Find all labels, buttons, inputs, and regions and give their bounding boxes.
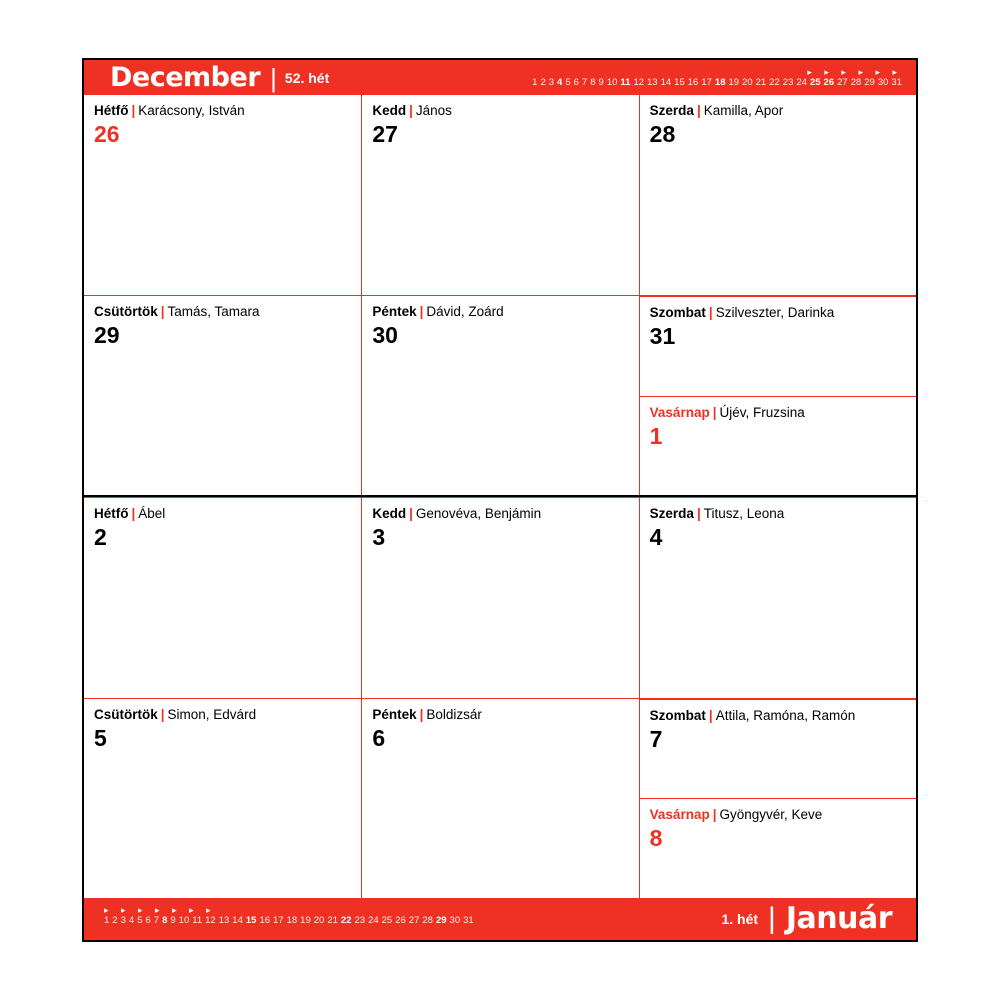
day-number: 4 <box>649 524 663 550</box>
december-week-label: 52. hét <box>284 69 330 86</box>
day-divider: | <box>419 304 424 319</box>
day-number: 28 <box>649 121 676 147</box>
day-name: Kedd <box>372 506 407 521</box>
december-daystrip-numbers <box>532 78 902 88</box>
daystrip-day: 10 <box>178 914 190 926</box>
december-month-title: December <box>110 62 261 93</box>
arrows-icon-top: ▸ ▸ ▸ ▸ ▸ ▸ <box>807 66 902 77</box>
day-name: Péntek <box>372 304 417 319</box>
day-header <box>94 506 351 521</box>
day-name: Szerda <box>649 103 694 118</box>
name-day-names: Titusz, Leona <box>703 506 785 521</box>
day-header <box>650 807 906 822</box>
daystrip-day: 29 <box>435 914 447 926</box>
week-1-row-1 <box>84 497 916 698</box>
day-name: Hétfő <box>94 103 129 118</box>
day-cell-sunday-1[interactable] <box>640 396 916 496</box>
day-name: Péntek <box>372 706 417 722</box>
daystrip-day: 8 <box>162 914 168 926</box>
day-number: 7 <box>649 725 663 752</box>
day-cell-wednesday-28[interactable] <box>639 95 916 295</box>
january-daystrip-numbers <box>104 916 474 926</box>
daystrip-day: 16 <box>259 914 271 926</box>
day-cell-saturday-7[interactable] <box>640 699 916 799</box>
daystrip-day: 9 <box>598 76 604 88</box>
day-cell-sunday-8[interactable] <box>640 798 916 898</box>
day-header <box>372 304 628 319</box>
daystrip-day: 5 <box>137 914 143 926</box>
december-daystrip <box>532 60 902 95</box>
day-name: Csütörtök <box>94 304 158 319</box>
daystrip-day: 24 <box>368 914 379 926</box>
daystrip-day: 3 <box>548 76 555 88</box>
daystrip-day: 24 <box>796 76 807 88</box>
daystrip-day: 21 <box>327 914 338 926</box>
day-divider: | <box>409 506 413 521</box>
daystrip-day: 23 <box>354 914 366 926</box>
daystrip-day: 28 <box>422 914 433 926</box>
day-name: Vasárnap <box>649 807 710 823</box>
day-header <box>372 103 628 118</box>
day-name: Szombat <box>649 305 706 320</box>
day-divider: | <box>131 506 136 521</box>
daystrip-day: 1 <box>532 76 538 88</box>
day-header <box>650 405 906 420</box>
day-header <box>94 103 351 118</box>
day-divider: | <box>160 706 165 722</box>
day-cell-friday-6[interactable] <box>361 698 638 899</box>
daystrip-day: 11 <box>192 914 203 926</box>
day-name: Csütörtök <box>94 706 158 722</box>
day-number: 31 <box>649 323 676 349</box>
day-number: 6 <box>372 724 386 751</box>
day-number: 26 <box>94 121 120 147</box>
name-day-names: Újév, Fruzsina <box>719 404 805 420</box>
january-daystrip <box>104 898 474 933</box>
daystrip-day: 19 <box>300 914 311 926</box>
daystrip-day: 17 <box>701 76 712 88</box>
day-name: Szombat <box>649 707 706 723</box>
day-number: 2 <box>94 524 107 550</box>
day-header <box>94 707 351 722</box>
daystrip-day: 15 <box>674 76 685 88</box>
calendar-spread <box>82 58 918 942</box>
daystrip-day: 16 <box>687 76 699 88</box>
daystrip-day: 30 <box>449 914 461 926</box>
day-cell-monday-2[interactable] <box>84 497 361 698</box>
day-name: Hétfő <box>94 506 129 521</box>
header-divider-top: | <box>270 62 277 93</box>
daystrip-day: 23 <box>782 76 794 88</box>
daystrip-day: 6 <box>145 914 151 926</box>
day-cell-thursday-29[interactable] <box>84 295 361 495</box>
daystrip-day: 18 <box>286 914 298 926</box>
day-header <box>650 305 906 320</box>
week-52-row-2 <box>84 295 916 495</box>
daystrip-day: 6 <box>573 76 579 88</box>
day-divider: | <box>708 305 713 320</box>
week-1-grid <box>84 497 916 898</box>
day-divider: | <box>160 304 165 319</box>
daystrip-day: 1 <box>104 914 110 926</box>
daystrip-day: 25 <box>809 76 821 88</box>
daystrip-day: 31 <box>891 76 902 88</box>
day-header <box>372 707 628 722</box>
daystrip-day: 20 <box>313 914 325 926</box>
day-divider: | <box>708 707 713 723</box>
january-footer-bar <box>84 898 916 940</box>
week-52-row-1 <box>84 95 916 295</box>
day-header <box>650 506 906 521</box>
arrows-icon-bottom: ▸ ▸ ▸ ▸ ▸ ▸ ▸ <box>104 904 216 915</box>
day-number: 29 <box>94 322 120 348</box>
daystrip-day: 21 <box>755 76 767 88</box>
daystrip-day: 7 <box>153 914 160 926</box>
daystrip-day: 20 <box>742 76 753 88</box>
day-divider: | <box>409 103 413 118</box>
day-number: 3 <box>372 524 386 550</box>
daystrip-day: 25 <box>381 914 393 926</box>
january-month-title: Január <box>785 901 892 936</box>
daystrip-day: 8 <box>590 76 596 88</box>
name-day-names: Boldizsár <box>426 706 482 722</box>
daystrip-day: 19 <box>728 76 740 88</box>
daystrip-day: 12 <box>205 914 216 926</box>
footer-divider: | <box>768 902 776 935</box>
day-name: Vasárnap <box>649 404 710 420</box>
daystrip-day: 4 <box>128 914 135 926</box>
day-number: 27 <box>372 121 398 147</box>
day-divider: | <box>712 404 717 420</box>
december-header-bar <box>84 60 916 95</box>
daystrip-day: 26 <box>823 76 835 88</box>
name-day-names: Simon, Edvárd <box>167 706 257 722</box>
name-day-names: Dávid, Zoárd <box>426 304 504 319</box>
day-divider: | <box>696 103 701 118</box>
weekend-cell-bottom <box>639 698 916 899</box>
weekend-cell-top <box>639 295 916 495</box>
day-cell-friday-30[interactable] <box>361 295 638 495</box>
daystrip-day: 27 <box>837 76 848 88</box>
daystrip-day: 17 <box>273 914 284 926</box>
daystrip-day: 13 <box>647 76 658 88</box>
week-1-row-2 <box>84 698 916 899</box>
day-divider: | <box>419 706 424 722</box>
daystrip-day: 2 <box>112 914 118 926</box>
daystrip-day: 12 <box>633 76 645 88</box>
daystrip-day: 31 <box>463 914 474 926</box>
day-header <box>372 506 628 521</box>
daystrip-day: 30 <box>877 76 889 88</box>
daystrip-day: 3 <box>120 914 126 926</box>
name-day-names: Gyöngyvér, Keve <box>719 807 823 823</box>
daystrip-day: 5 <box>565 76 571 88</box>
daystrip-day: 27 <box>408 914 420 926</box>
day-number: 5 <box>94 724 107 751</box>
day-divider: | <box>131 103 136 118</box>
day-name: Szerda <box>649 506 694 521</box>
name-day-names: Ábel <box>138 506 166 521</box>
daystrip-day: 22 <box>340 914 352 926</box>
daystrip-day: 9 <box>170 914 176 926</box>
name-day-names: Szilveszter, Darinka <box>715 305 835 320</box>
name-day-names: Tamás, Tamara <box>167 304 260 319</box>
day-number: 1 <box>649 422 663 449</box>
daystrip-day: 10 <box>606 76 618 88</box>
daystrip-day: 7 <box>581 76 588 88</box>
daystrip-day: 28 <box>850 76 862 88</box>
day-number: 8 <box>649 825 663 852</box>
day-number: 30 <box>372 322 398 348</box>
name-day-names: Karácsony, István <box>138 103 245 118</box>
day-cell-tuesday-3[interactable] <box>361 497 638 698</box>
day-cell-thursday-5[interactable] <box>84 698 361 899</box>
day-header <box>650 103 906 118</box>
day-cell-monday-26[interactable] <box>84 95 361 295</box>
week-52-grid <box>84 95 916 497</box>
name-day-names: Kamilla, Apor <box>703 103 784 118</box>
day-header <box>94 304 351 319</box>
name-day-names: Genovéva, Benjámin <box>415 506 542 521</box>
daystrip-day: 18 <box>714 76 726 88</box>
name-day-names: Attila, Ramóna, Ramón <box>715 707 856 723</box>
daystrip-day: 13 <box>218 914 230 926</box>
daystrip-day: 14 <box>232 914 243 926</box>
day-divider: | <box>712 807 717 823</box>
day-name: Kedd <box>372 103 407 118</box>
day-cell-saturday-31[interactable] <box>640 296 916 396</box>
day-header <box>650 708 906 723</box>
daystrip-day: 2 <box>540 76 546 88</box>
day-cell-wednesday-4[interactable] <box>639 497 916 698</box>
day-divider: | <box>696 506 701 521</box>
january-week-label: 1. hét <box>721 911 759 927</box>
daystrip-day: 11 <box>620 76 631 88</box>
daystrip-day: 14 <box>660 76 672 88</box>
daystrip-day: 29 <box>864 76 875 88</box>
daystrip-day: 26 <box>395 914 406 926</box>
name-day-names: János <box>415 103 452 118</box>
daystrip-day: 4 <box>557 76 563 88</box>
day-cell-tuesday-27[interactable] <box>361 95 638 295</box>
daystrip-day: 15 <box>245 914 257 926</box>
daystrip-day: 22 <box>769 76 780 88</box>
